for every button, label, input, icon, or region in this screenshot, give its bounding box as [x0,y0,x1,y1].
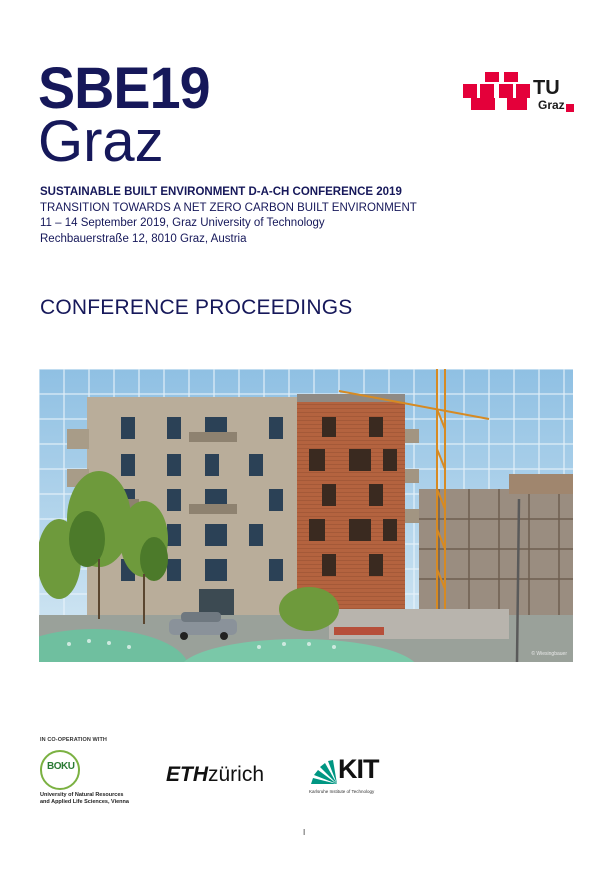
boku-logo [40,750,150,810]
graz-logo-text: Graz [38,109,164,174]
conference-theme: TRANSITION TOWARDS A NET ZERO CARBON BUILT ENVIRONMENT [40,201,417,214]
conference-name: SUSTAINABLE BUILT ENVIRONMENT D-A-CH CONFERENCE 2019 [40,186,402,198]
cooperation-label: IN CO-OPERATION WITH [40,737,107,743]
sbe19-logo-text: SBE19 [38,56,210,121]
conference-info [40,185,540,247]
boku-name-line2: and Applied Life Sciences, Vienna [40,799,129,805]
tu-logo-subtext: Graz [538,98,565,112]
kit-logo-subtext: Karlsruhe Institute of Technology [309,789,375,794]
eth-logo-rest: zürich [208,763,265,786]
tu-logo-text: TU [533,77,560,99]
kit-fan-icon [309,754,339,786]
photo-credit: © Wiesingbauer [531,651,567,657]
eth-logo-bold: ETH [166,763,208,786]
kit-logo-text: KIT [338,754,379,784]
cover-photo [39,369,573,662]
boku-name [40,792,129,806]
building-illustration [39,369,573,662]
document-title: CONFERENCE PROCEEDINGS [40,296,353,319]
conference-address: Rechbauerstraße 12, 8010 Graz, Austria [40,232,247,245]
boku-name-line1: University of Natural Resources [40,792,124,798]
page-number: I [303,828,306,837]
conference-dates: 11 – 14 September 2019, Graz University of Technology [40,217,325,229]
kit-logo [309,752,399,797]
eth-zurich-logo [166,763,264,787]
sbe19-logo [38,56,217,174]
boku-emblem-text: BOKU [47,761,75,772]
